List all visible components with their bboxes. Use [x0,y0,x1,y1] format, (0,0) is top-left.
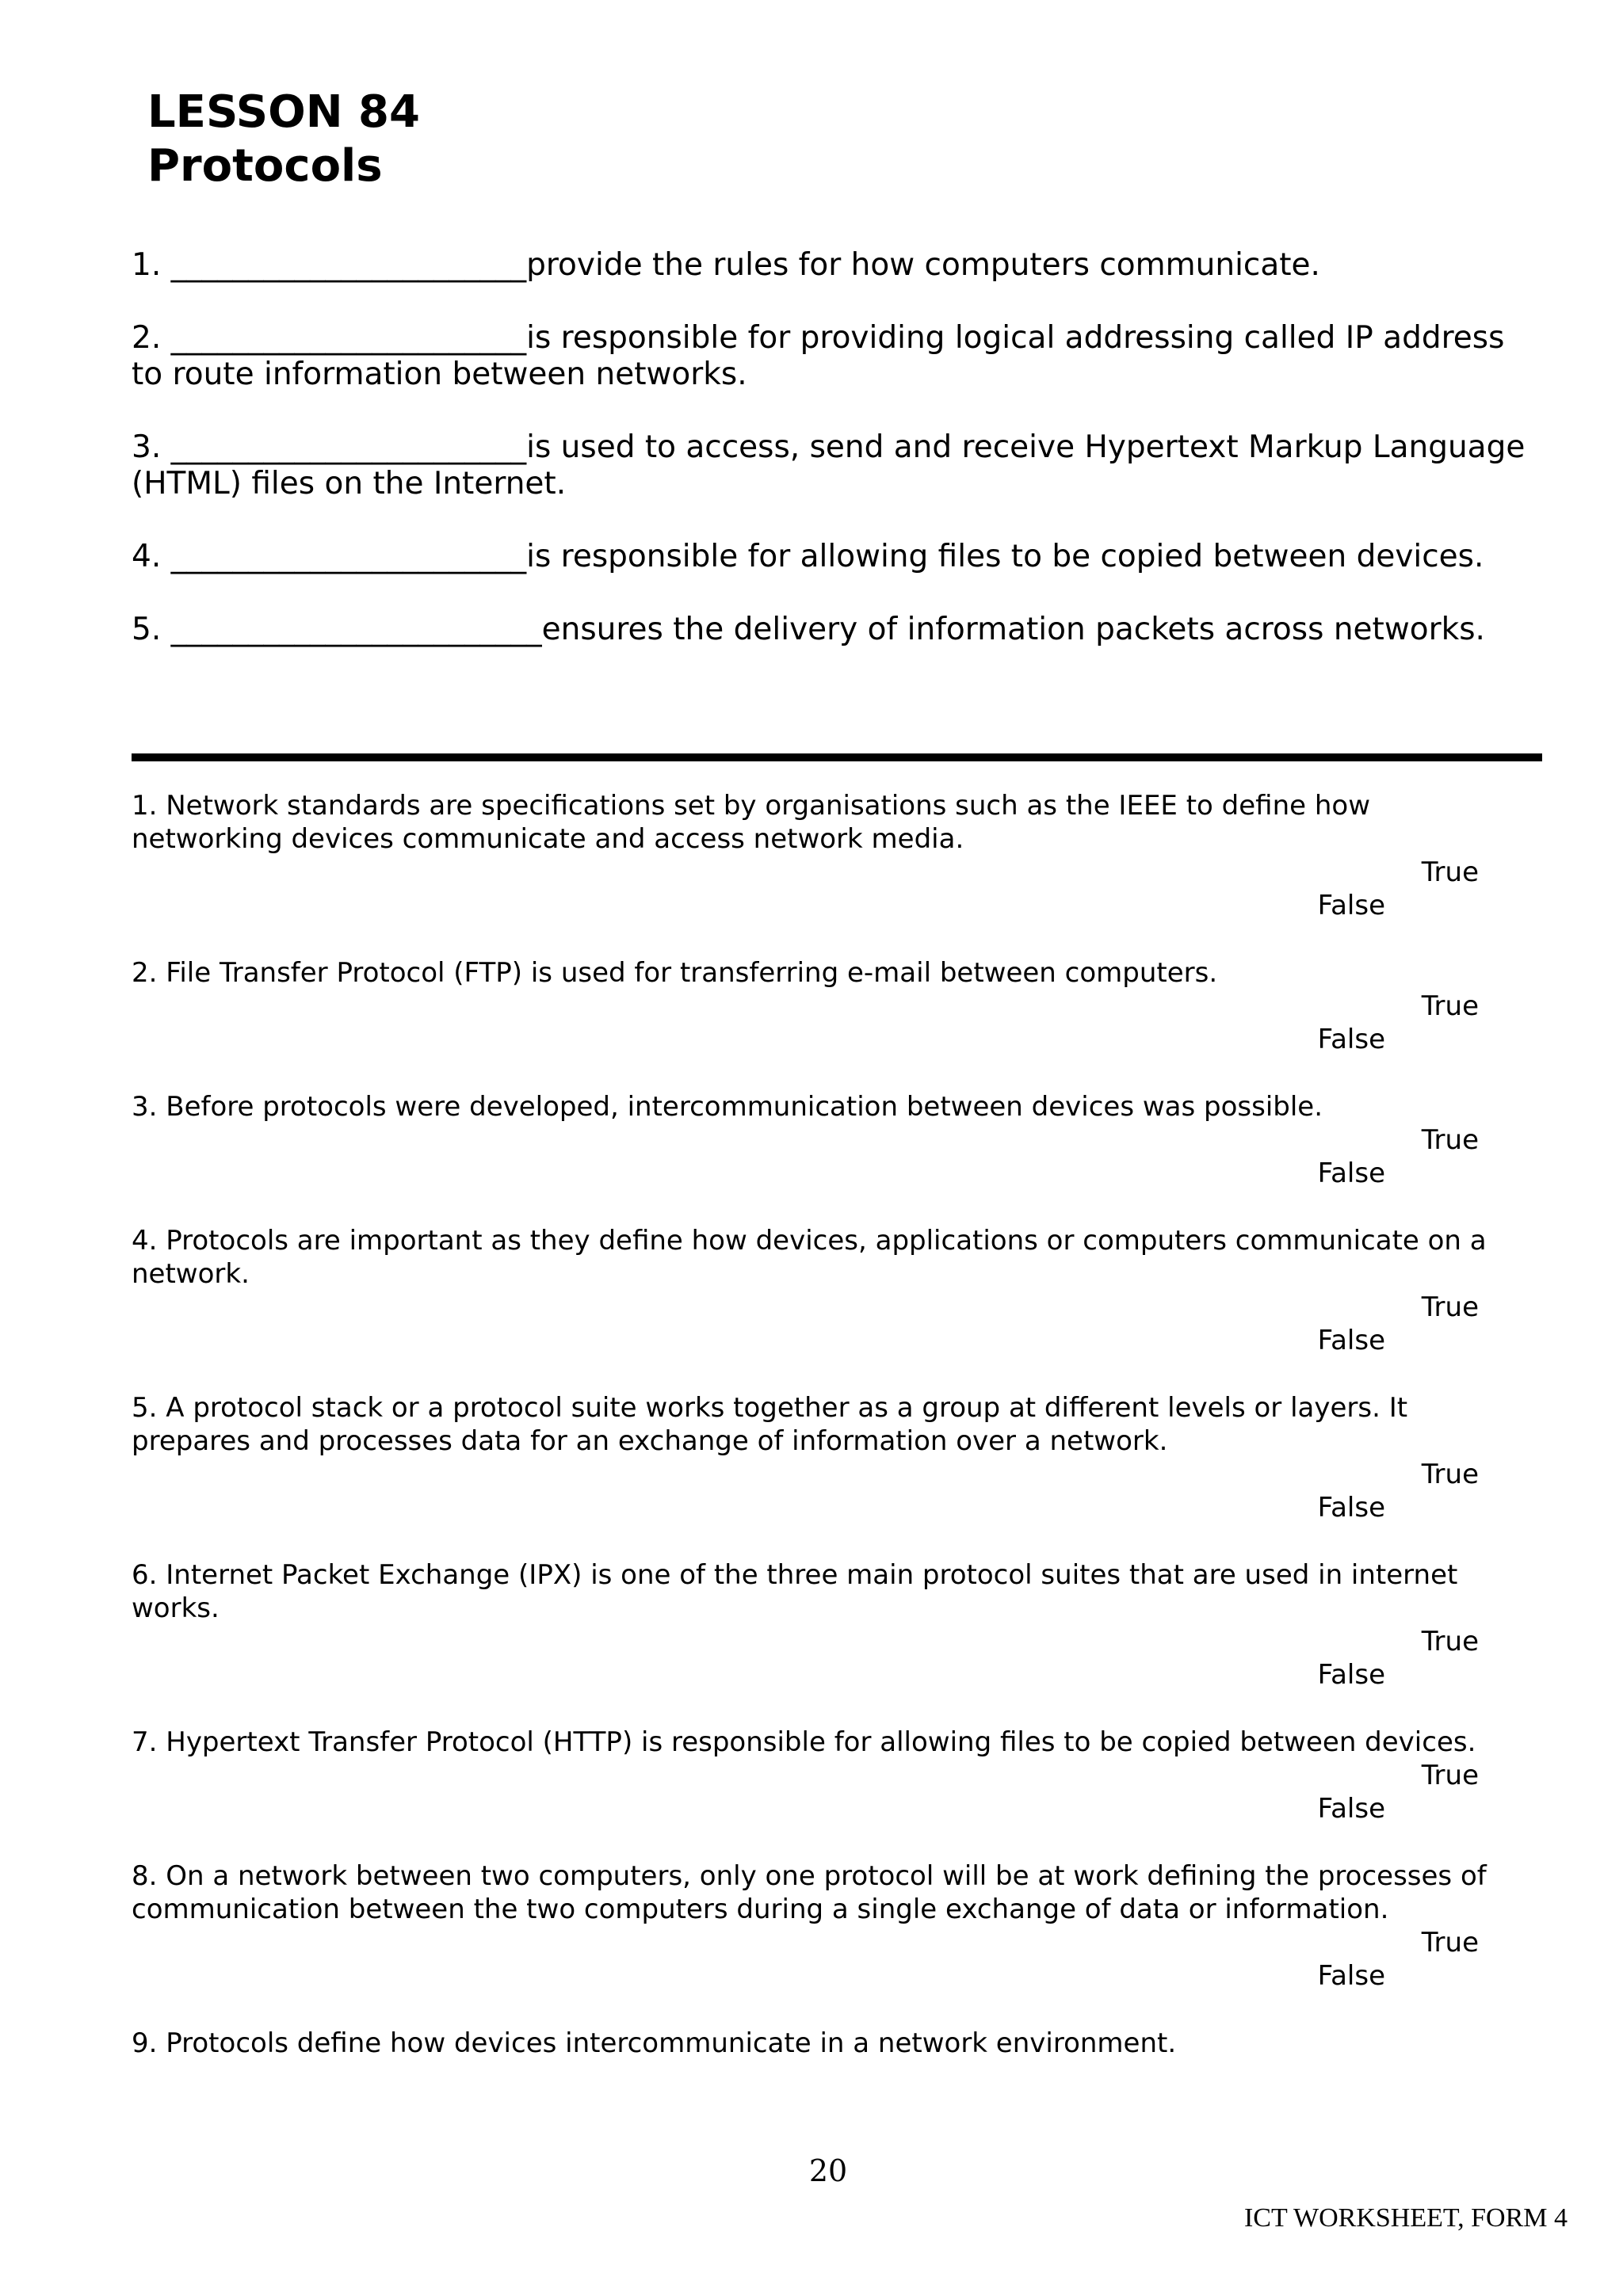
false-option[interactable]: False [1317,1793,1385,1825]
fill-in-item: 3. _______________________is used to access, send and receive Hypertext Markup Language (HTML) files on the Internet. [132,429,1526,502]
question-text: 8. On a network between two computers, only one protocol will be at work defining the processes of communication between the two computers during a single exchange of data or information. [132,1860,1487,1925]
lesson-topic: Protocols [147,140,383,192]
true-false-item [132,789,1526,922]
question-text: 5. A protocol stack or a protocol suite works together as a group at different levels or layers. It prepares and processes data for an exchange of information over a network. [132,1392,1408,1457]
question-text: 4. Protocols are important as they define how devices, applications or computers communicate on a network. [132,1225,1487,1290]
true-option[interactable]: True [1421,1291,1479,1323]
false-option[interactable]: False [1317,1659,1385,1691]
true-option[interactable]: True [1421,1927,1479,1958]
true-false-item [132,1090,1526,1190]
false-option[interactable]: False [1317,1492,1385,1524]
question-text: 1. Network standards are specifications set by organisations such as the IEEE to define how networking devices communicate and access network media. [132,790,1371,855]
true-option[interactable]: True [1421,856,1479,888]
true-option[interactable]: True [1421,1459,1479,1490]
fill-in-item: 2. _______________________is responsible for providing logical addressing called IP address to route information between networks. [132,320,1505,392]
true-false-item [132,2027,1526,2060]
lesson-number: LESSON 84 [147,86,420,138]
question-text: 2. File Transfer Protocol (FTP) is used for transferring e-mail between computers. [132,957,1218,989]
true-option[interactable]: True [1421,1760,1479,1791]
question-text: 9. Protocols define how devices intercommunicate in a network environment. [132,2027,1177,2059]
false-option[interactable]: False [1317,890,1385,921]
page-number: 20 [808,2153,848,2188]
fill-in-item: 1. _______________________provide the rules for how computers communicate. [132,247,1320,283]
true-false-item [132,1391,1526,1524]
false-option[interactable]: False [1317,1960,1385,1992]
true-option[interactable]: True [1421,1124,1479,1156]
true-false-item [132,1859,1526,1993]
section-divider [132,753,1542,761]
true-false-item [132,1558,1526,1691]
fill-in-item: 4. _______________________is responsible for allowing files to be copied between devices. [132,539,1484,574]
false-option[interactable]: False [1317,1024,1385,1055]
true-option[interactable]: True [1421,1626,1479,1657]
fill-in-item: 5. ________________________ensures the delivery of information packets across networks. [132,612,1485,647]
false-option[interactable]: False [1317,1325,1385,1356]
true-false-item [132,956,1526,1056]
true-false-section [132,789,1526,2094]
question-text: 6. Internet Packet Exchange (IPX) is one of the three main protocol suites that are used in internet works. [132,1559,1458,1624]
fill-in-blank-section [132,247,1526,685]
worksheet-footer: ICT WORKSHEET, FORM 4 [1243,2203,1568,2233]
true-false-item [132,1224,1526,1357]
true-false-item [132,1726,1526,1825]
false-option[interactable]: False [1317,1158,1385,1189]
lesson-title [147,86,420,193]
question-text: 7. Hypertext Transfer Protocol (HTTP) is responsible for allowing files to be copied between devices. [132,1726,1476,1758]
question-text: 3. Before protocols were developed, intercommunication between devices was possible. [132,1091,1323,1123]
true-option[interactable]: True [1421,990,1479,1022]
